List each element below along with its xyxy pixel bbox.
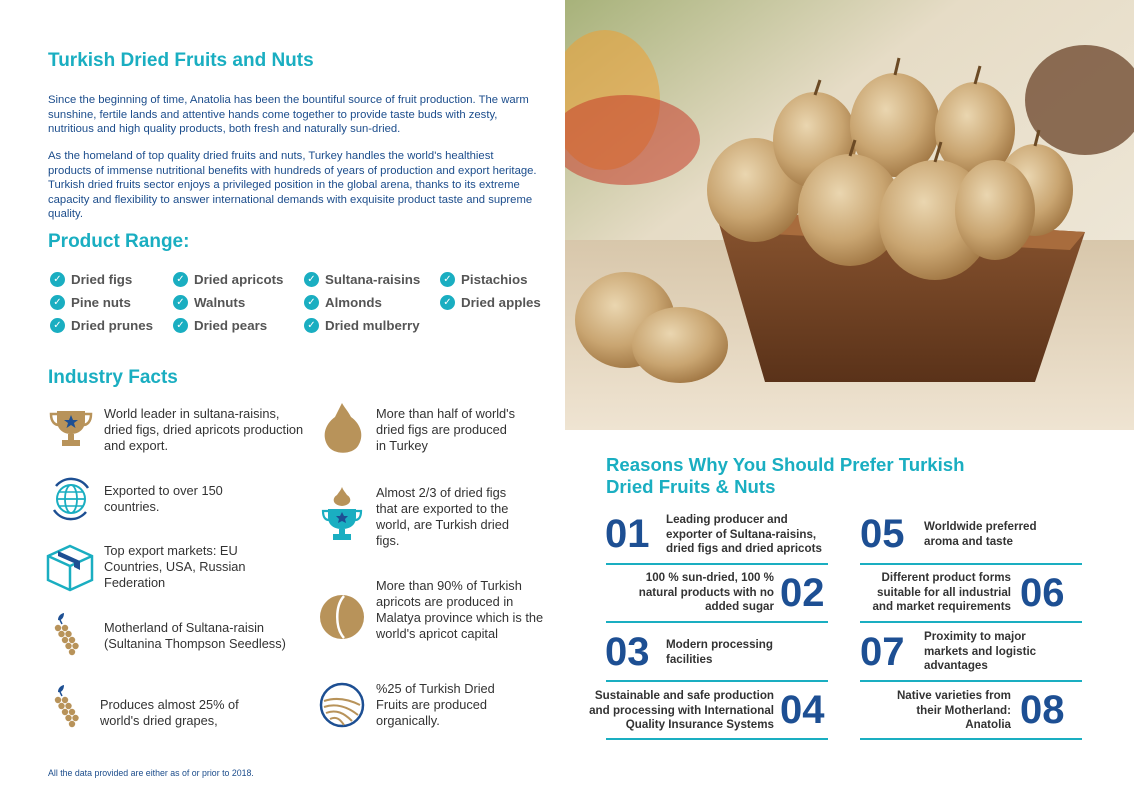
fact-text: Almost 2/3 of dried figs that are exported to the world, are Turkish dried figs. [376,485,509,548]
product-item: ✓ Dried apricots [173,272,283,287]
reason-number: 04 [780,688,825,732]
grapes-icon [48,684,94,730]
reason-text: Worldwide preferred aroma and taste [924,520,1037,548]
reason-text: Modern processing facilities [666,638,773,666]
divider [860,621,1082,623]
product-item: ✓ Dried pears [173,318,267,333]
globe-icon [48,476,94,522]
fact-text: Exported to over 150 countries. [104,483,223,514]
trophy-icon [48,405,94,451]
fact-text: World leader in sultana-raisins, dried figs, dried apricots production and export. [104,406,304,453]
reason-text: 100 % sun-dried, 100 % natural products with no added sugar [638,571,774,614]
dried-figs-bowl-illustration [565,0,1134,430]
product-item: ✓ Pistachios [440,272,528,287]
product-item: ✓ Dried mulberry [304,318,420,333]
fact-text: Motherland of Sultana-raisin (Sultanina Thompson Seedless) [104,620,286,651]
divider [860,738,1082,740]
product-item: ✓ Sultana-raisins [304,272,420,287]
fact-text: More than 90% of Turkish apricots are produced in Malatya province which is the world's apricot capital [376,578,544,641]
product-item: ✓ Dried figs [50,272,132,287]
check-icon: ✓ [440,295,455,310]
footnote: All the data provided are either as of or prior to 2018. [48,768,254,778]
product-item: ✓ Pine nuts [50,295,131,310]
reason-text: Native varieties from their Motherland: Anatolia [896,689,1011,732]
product-range-heading: Product Range: [48,231,190,252]
reason-text: Different product forms suitable for all industrial and market requirements [872,571,1011,614]
divider [606,563,828,565]
apricot-icon [318,594,366,640]
industry-facts-heading: Industry Facts [48,367,178,388]
check-icon: ✓ [304,295,319,310]
grapes-icon [48,612,94,658]
reason-number: 02 [780,571,825,615]
check-icon: ✓ [50,295,65,310]
reason-number: 03 [605,630,650,674]
fig-trophy-icon [320,485,364,545]
fig-icon [318,401,368,457]
check-icon: ✓ [304,272,319,287]
intro-paragraph: As the homeland of top quality dried fruits and nuts, Turkey handles the world's healthiest products of immense nutritional benefits with hundreds of years of production and export heritage. Turkish dried fruits sector enjoys a privileged position in the global arena, thanks to its extreme capacity and flexibility to answer international demands with exquisite product taste and supreme quality. [48,150,537,221]
divider [606,738,828,740]
reason-text: Sustainable and safe production and processing with International Quality Insurance Systems [589,689,774,732]
reasons-heading: Reasons Why You Should Prefer Turkish Dried Fruits & Nuts [606,454,965,497]
reason-number: 05 [860,512,905,556]
dried-figs-photo [565,0,1134,430]
check-icon: ✓ [173,272,188,287]
reason-number: 08 [1020,688,1065,732]
field-icon [318,681,366,729]
check-icon: ✓ [173,318,188,333]
check-icon: ✓ [440,272,455,287]
fact-text: Top export markets: EU Countries, USA, Russian Federation [104,543,246,590]
divider [606,680,828,682]
reason-number: 07 [860,630,905,674]
box-icon [44,542,96,594]
page-title: Turkish Dried Fruits and Nuts [48,50,314,71]
fact-text: Produces almost 25% of world's dried grapes, [100,697,239,728]
check-icon: ✓ [173,295,188,310]
product-item: ✓ Dried prunes [50,318,153,333]
check-icon: ✓ [50,318,65,333]
product-item: ✓ Walnuts [173,295,245,310]
check-icon: ✓ [304,318,319,333]
reason-number: 06 [1020,571,1065,615]
product-item: ✓ Dried apples [440,295,541,310]
check-icon: ✓ [50,272,65,287]
reason-number: 01 [605,512,650,556]
fact-text: More than half of world's dried figs are produced in Turkey [376,406,516,453]
product-item: ✓ Almonds [304,295,382,310]
intro-paragraph: Since the beginning of time, Anatolia has been the bountiful source of fruit production. The warm sunshine, fertile lands and attentive hands come together to provide taste buds with zesty, nutritious and high quality products, both fresh and naturally sun-dried. [48,94,529,136]
divider [860,680,1082,682]
divider [606,621,828,623]
divider [860,563,1082,565]
reason-text: Proximity to major markets and logistic advantages [924,630,1037,673]
reason-text: Leading producer and exporter of Sultana-raisins, dried figs and dried apricots [666,513,822,556]
fact-text: %25 of Turkish Dried Fruits are produced organically. [376,681,495,728]
